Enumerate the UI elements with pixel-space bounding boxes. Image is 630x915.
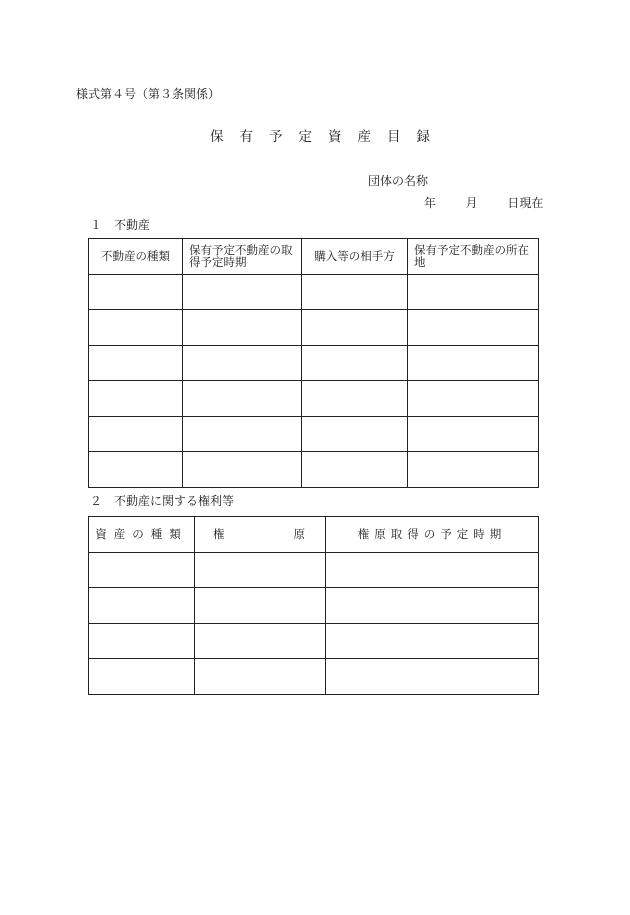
table-header-row	[89, 517, 539, 553]
col-header-title-source-left: 権	[213, 527, 225, 542]
property-rights-table	[88, 516, 539, 695]
table-cell[interactable]	[89, 588, 195, 624]
col-header-counterparty: 購入等の相手方	[302, 239, 408, 275]
table-cell[interactable]	[89, 416, 183, 452]
section-property-rights-heading: ２ 不動産に関する権利等	[90, 494, 235, 508]
col-header-title-source	[195, 517, 326, 553]
table-cell[interactable]	[89, 623, 195, 659]
table-cell[interactable]	[195, 588, 326, 624]
table-cell[interactable]	[183, 274, 302, 310]
table-cell[interactable]	[195, 659, 326, 695]
table-row	[89, 416, 539, 452]
table-cell[interactable]	[183, 416, 302, 452]
table-cell[interactable]	[408, 274, 539, 310]
table-cell[interactable]	[89, 345, 183, 381]
col-header-location: 保有予定不動産の所在地	[408, 239, 539, 275]
table-cell[interactable]	[195, 623, 326, 659]
table-cell[interactable]	[183, 345, 302, 381]
date-month-label: 月	[465, 196, 478, 210]
table-cell[interactable]	[183, 310, 302, 346]
table-cell[interactable]	[195, 552, 326, 588]
table-cell[interactable]	[302, 416, 408, 452]
table-row	[89, 659, 539, 695]
table-cell[interactable]	[408, 452, 539, 488]
table-cell[interactable]	[302, 452, 408, 488]
organization-name-label: 団体の名称	[368, 174, 429, 188]
document-title: 保有予定資産目録	[210, 129, 446, 145]
table-cell[interactable]	[302, 345, 408, 381]
date-line	[424, 194, 543, 211]
table-header-row	[89, 239, 539, 275]
date-year-label: 年	[424, 196, 437, 210]
col-header-real-estate-type: 不動産の種類	[89, 239, 183, 275]
table-cell[interactable]	[326, 659, 539, 695]
table-cell[interactable]	[89, 659, 195, 695]
table-cell[interactable]	[408, 381, 539, 417]
table-row	[89, 310, 539, 346]
table-row	[89, 381, 539, 417]
table-cell[interactable]	[302, 310, 408, 346]
section-real-estate-heading: １ 不動産	[90, 218, 151, 232]
table-cell[interactable]	[408, 310, 539, 346]
table-cell[interactable]	[408, 416, 539, 452]
table-cell[interactable]	[89, 381, 183, 417]
col-header-acquisition-schedule: 保有予定不動産の取得予定時期	[183, 239, 302, 275]
col-header-title-source-right: 原	[293, 527, 305, 542]
table-row	[89, 552, 539, 588]
table-cell[interactable]	[183, 452, 302, 488]
col-header-acquisition-schedule: 権原取得の予定時期	[326, 517, 539, 553]
table-cell[interactable]	[89, 310, 183, 346]
table-row	[89, 588, 539, 624]
table-cell[interactable]	[89, 452, 183, 488]
table-row	[89, 452, 539, 488]
col-header-asset-type: 資産の種類	[89, 517, 195, 553]
real-estate-table	[88, 238, 539, 488]
table-cell[interactable]	[89, 274, 183, 310]
table-cell[interactable]	[408, 345, 539, 381]
table-row	[89, 623, 539, 659]
table-cell[interactable]	[302, 274, 408, 310]
table-cell[interactable]	[302, 381, 408, 417]
table-row	[89, 274, 539, 310]
table-cell[interactable]	[326, 623, 539, 659]
form-number: 様式第４号（第３条関係）	[76, 87, 221, 101]
date-day-current-label: 日現在	[507, 196, 544, 210]
table-row	[89, 345, 539, 381]
table-cell[interactable]	[326, 588, 539, 624]
table-cell[interactable]	[89, 552, 195, 588]
table-cell[interactable]	[183, 381, 302, 417]
table-cell[interactable]	[326, 552, 539, 588]
